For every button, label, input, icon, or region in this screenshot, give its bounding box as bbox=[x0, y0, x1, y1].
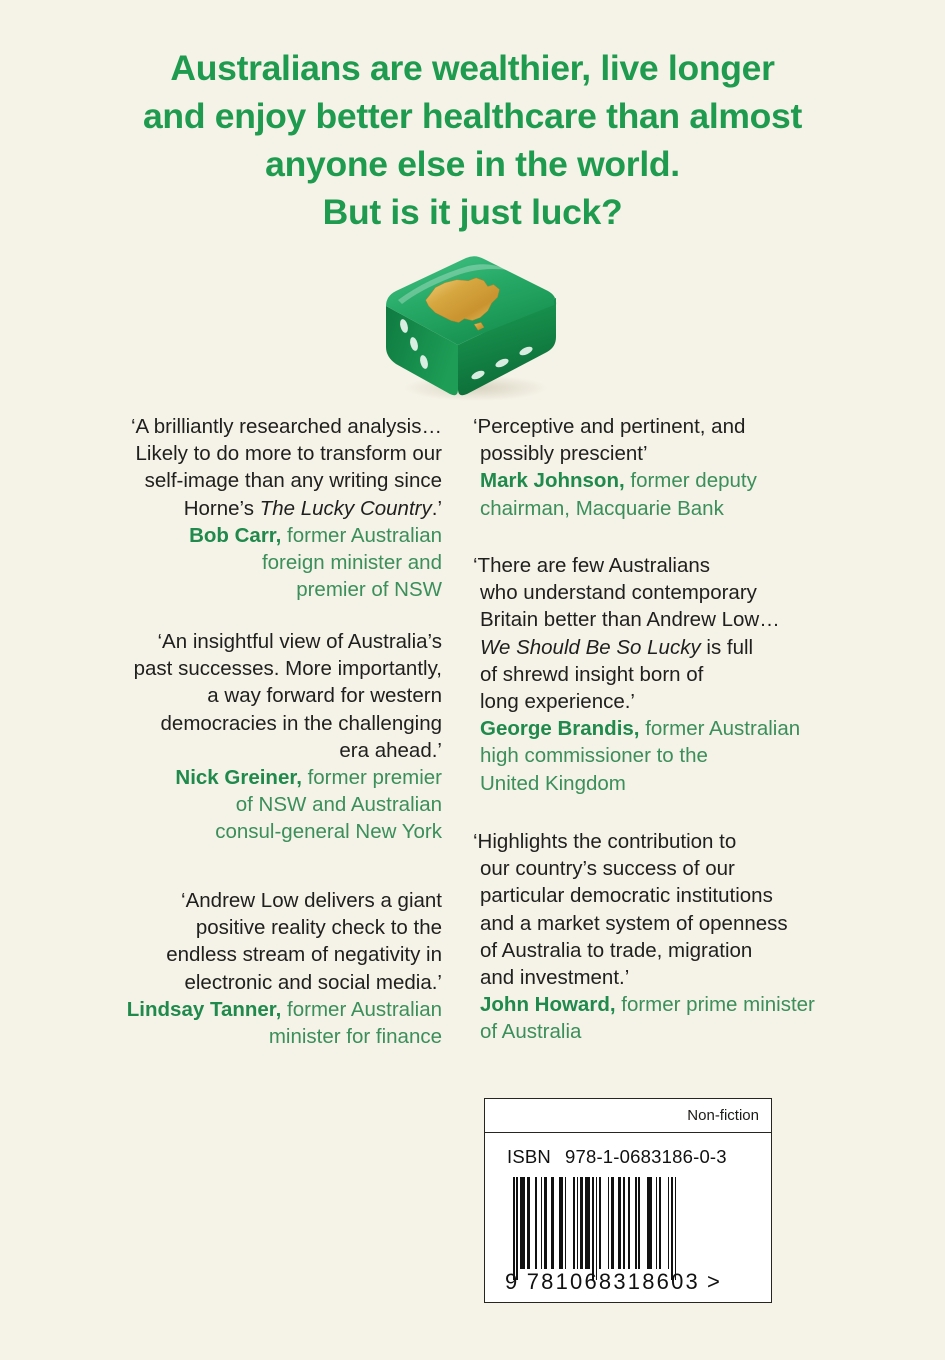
quote-line: electronic and social media.’ bbox=[184, 970, 442, 994]
attribution-name: Bob Carr, bbox=[189, 523, 282, 547]
quote-line: of shrewd insight born of bbox=[480, 662, 704, 686]
endorsement-john-howard bbox=[473, 828, 830, 1046]
book-title: We Should Be So Lucky bbox=[480, 635, 701, 659]
quote-line: past successes. More importantly, bbox=[133, 657, 442, 681]
attribution-name: George Brandis, bbox=[480, 717, 640, 741]
attribution-line bbox=[480, 715, 830, 742]
attribution-role: former deputy bbox=[624, 469, 757, 493]
book-title: The Lucky Country bbox=[259, 496, 432, 520]
quote-line: ‘Highlights the contribution to bbox=[473, 830, 737, 853]
ean13-bars bbox=[513, 1177, 676, 1269]
endorsement-lindsay-tanner bbox=[102, 887, 442, 1050]
attribution-line: minister for finance bbox=[268, 1025, 442, 1049]
headline-line-1: Australians are wealthier, live longer bbox=[170, 48, 775, 88]
quote-line: ‘Perceptive and pertinent, and bbox=[473, 415, 746, 438]
attribution-name: Lindsay Tanner, bbox=[126, 997, 282, 1021]
quote-line bbox=[102, 495, 442, 522]
isbn-value: 978-1-0683186-0-3 bbox=[564, 1146, 727, 1167]
attribution-role: former prime minister bbox=[615, 993, 815, 1017]
ean13-digits bbox=[505, 1269, 755, 1295]
quote-line: Likely to do more to transform our bbox=[135, 442, 442, 466]
quote-line: ‘Andrew Low delivers a giant bbox=[181, 889, 442, 912]
quote-line: ‘There are few Australians bbox=[473, 554, 711, 577]
attribution-name: Nick Greiner, bbox=[175, 766, 302, 790]
attribution-line: of NSW and Australian bbox=[235, 793, 442, 817]
attribution-line: consul-general New York bbox=[215, 820, 442, 844]
headline-line-4: But is it just luck? bbox=[322, 192, 623, 232]
attribution-line bbox=[102, 996, 442, 1023]
quote-text: .’ bbox=[431, 496, 442, 520]
endorsement-bob-carr bbox=[102, 413, 442, 603]
endorsement-nick-greiner bbox=[102, 628, 442, 846]
headline-line-2: and enjoy better healthcare than almost bbox=[142, 96, 803, 136]
endorsement-mark-johnson bbox=[473, 413, 830, 522]
ean-right-group: 318603 bbox=[613, 1269, 700, 1294]
green-dice-with-gold-australia-map-icon bbox=[358, 248, 588, 408]
attribution-role: former Australian bbox=[281, 523, 442, 547]
barcode-block bbox=[484, 1098, 772, 1303]
endorsements bbox=[0, 410, 945, 1070]
quote-line: a way forward for western bbox=[207, 684, 442, 708]
page-title bbox=[60, 44, 885, 236]
attribution-line: United Kingdom bbox=[480, 771, 626, 795]
quote-line: ‘An insightful view of Australia’s bbox=[157, 630, 442, 653]
quote-line bbox=[480, 634, 830, 661]
isbn-line bbox=[507, 1146, 727, 1168]
quote-line: democracies in the challenging bbox=[160, 711, 442, 735]
quote-line: of Australia to trade, migration bbox=[480, 938, 753, 962]
quote-line: who understand contemporary bbox=[480, 581, 757, 605]
barcode-category-bar bbox=[485, 1099, 771, 1133]
quote-line: ‘A brilliantly researched analysis… bbox=[130, 415, 442, 438]
attribution-line: chairman, Macquarie Bank bbox=[480, 496, 724, 520]
quote-text: Horne’s bbox=[183, 496, 260, 520]
quote-line: era ahead.’ bbox=[339, 738, 442, 762]
attribution-line bbox=[102, 522, 442, 549]
isbn-label: ISBN bbox=[507, 1146, 551, 1167]
cover-illustration bbox=[0, 248, 945, 408]
attribution-line: of Australia bbox=[480, 1020, 582, 1044]
attribution-line bbox=[102, 764, 442, 791]
attribution-name: John Howard, bbox=[480, 993, 616, 1017]
attribution-name: Mark Johnson, bbox=[480, 469, 625, 493]
headline-line-3: anyone else in the world. bbox=[265, 144, 680, 184]
quote-line: positive reality check to the bbox=[195, 916, 442, 940]
quote-line: possibly prescient’ bbox=[480, 442, 648, 466]
barcode-body bbox=[485, 1133, 771, 1301]
quote-line: long experience.’ bbox=[480, 690, 635, 714]
quote-text: is full bbox=[700, 635, 754, 659]
attribution-line bbox=[480, 991, 830, 1018]
attribution-role: former Australian bbox=[639, 717, 801, 741]
quote-line: particular democratic institutions bbox=[480, 884, 773, 908]
attribution-role: former premier bbox=[301, 766, 442, 790]
ean-left-group: 781068 bbox=[526, 1269, 614, 1294]
quote-line: Britain better than Andrew Low… bbox=[480, 608, 780, 632]
ean-trailing-mark: > bbox=[707, 1269, 721, 1294]
quote-line: our country’s success of our bbox=[480, 857, 735, 881]
attribution-line: foreign minister and bbox=[261, 551, 442, 575]
quote-line: endless stream of negativity in bbox=[166, 943, 442, 967]
quote-line: and investment.’ bbox=[480, 966, 630, 990]
endorsement-george-brandis bbox=[473, 552, 830, 797]
attribution-role: former Australian bbox=[281, 997, 442, 1021]
category-label: Non-fiction bbox=[687, 1107, 759, 1124]
quote-line: and a market system of openness bbox=[480, 911, 788, 935]
quote-line: self-image than any writing since bbox=[144, 469, 442, 493]
ean-lead-digit: 9 bbox=[505, 1269, 518, 1294]
attribution-line: high commissioner to the bbox=[480, 744, 708, 768]
attribution-line: premier of NSW bbox=[296, 578, 442, 602]
attribution-line bbox=[480, 467, 830, 494]
